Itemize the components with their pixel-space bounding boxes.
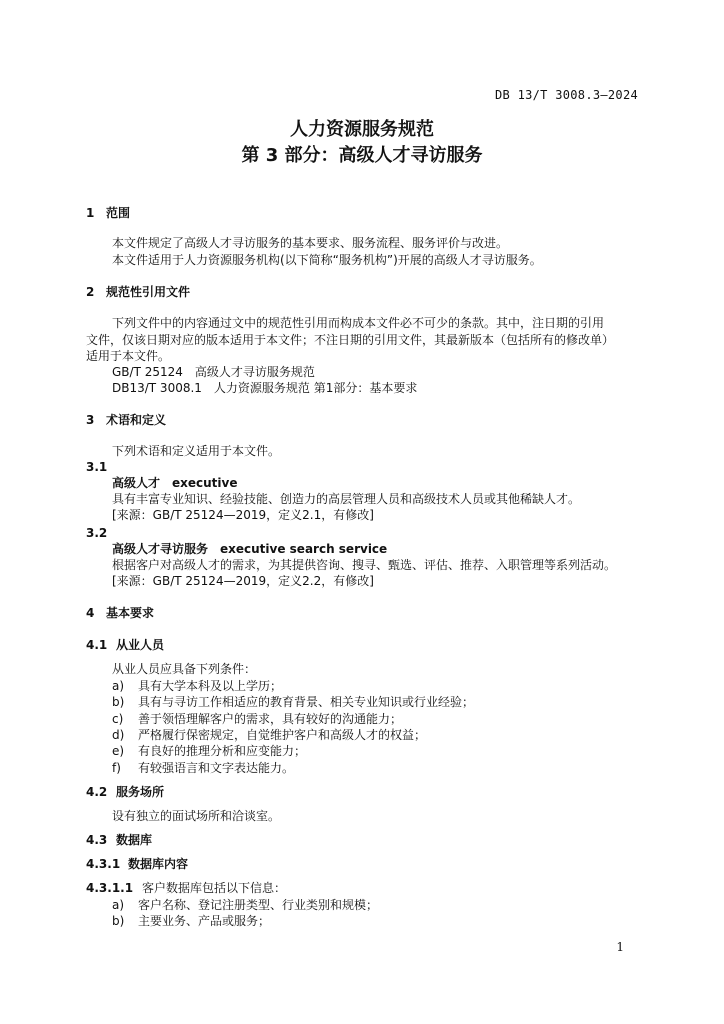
list-marker: b)	[112, 914, 125, 928]
list-item	[112, 678, 282, 694]
section-1-heading	[86, 205, 130, 221]
list-item	[112, 913, 270, 929]
list-marker: a)	[112, 679, 125, 693]
section-number: 4	[86, 606, 95, 620]
paragraph: 适用于本文件。	[86, 349, 171, 363]
list-text: 有较强语言和文字表达能力。	[138, 761, 295, 775]
list-marker: d)	[112, 728, 125, 742]
term-definition: 具有丰富专业知识、经验技能、创造力的高层管理人员和高级技术人员或其他稀缺人才。	[112, 492, 581, 506]
reference-item: DB13/T 3008.1 人力资源服务规范 第1部分：基本要求	[112, 381, 418, 395]
list-marker: e)	[112, 744, 125, 758]
section-number: 1	[86, 206, 95, 220]
section-title: 服务场所	[116, 785, 165, 799]
section-number: 4.3	[86, 833, 108, 847]
term-source: [来源：GB/T 25124—2019，定义2.1，有修改]	[112, 508, 374, 522]
section-title: 术语和定义	[106, 413, 167, 427]
subsection-4-3-1-heading	[86, 856, 188, 872]
list-text: 主要业务、产品或服务；	[138, 914, 271, 928]
term-number: 3.2	[86, 526, 108, 540]
list-item	[112, 727, 426, 743]
list-item	[112, 711, 402, 727]
paragraph: 本文件适用于人力资源服务机构(以下简称“服务机构”)开展的高级人才寻访服务。	[112, 253, 542, 267]
document-subtitle: 第 3 部分：高级人才寻访服务	[241, 145, 483, 166]
document-title: 人力资源服务规范	[290, 119, 434, 140]
section-4-heading	[86, 605, 154, 621]
term-source: [来源：GB/T 25124—2019，定义2.2，有修改]	[112, 574, 374, 588]
section-2-heading	[86, 284, 190, 300]
paragraph: 从业人员应具备下列条件：	[112, 662, 257, 676]
section-number: 4.1	[86, 638, 108, 652]
section-title: 范围	[106, 206, 131, 220]
term-number: 3.1	[86, 460, 108, 474]
paragraph: 下列术语和定义适用于本文件。	[112, 444, 281, 458]
list-item	[112, 743, 306, 759]
section-title: 从业人员	[116, 638, 165, 652]
list-text: 具有大学本科及以上学历；	[138, 679, 283, 693]
section-number: 3	[86, 413, 95, 427]
section-title: 数据库内容	[128, 857, 189, 871]
list-item	[112, 897, 378, 913]
section-number: 4.2	[86, 785, 108, 799]
list-marker: a)	[112, 898, 125, 912]
section-3-heading	[86, 412, 166, 428]
list-text: 客户名称、登记注册类型、行业类别和规模；	[138, 898, 379, 912]
section-title: 规范性引用文件	[106, 285, 191, 299]
term: 高级人才 executive	[112, 476, 238, 490]
list-marker: c)	[112, 712, 124, 726]
paragraph: 设有独立的面试场所和洽谈室。	[112, 809, 281, 823]
list-text: 具有与寻访工作相适应的教育背景、相关专业知识或行业经验；	[138, 695, 475, 709]
paragraph: 文件，仅该日期对应的版本适用于本文件；不注日期的引用文件，其最新版本（包括所有的修改单）	[86, 333, 615, 347]
list-item	[112, 760, 294, 776]
reference-item: GB/T 25124 高级人才寻访服务规范	[112, 365, 315, 379]
subsection-4-1-heading	[86, 637, 164, 653]
paragraph: 本文件规定了高级人才寻访服务的基本要求、服务流程、服务评价与改进。	[112, 236, 509, 250]
term: 高级人才寻访服务 executive search service	[112, 542, 388, 556]
list-text: 严格履行保密规定，自觉维护客户和高级人才的权益；	[138, 728, 427, 742]
clause	[86, 880, 286, 896]
section-title: 基本要求	[106, 606, 155, 620]
section-title: 数据库	[116, 833, 153, 847]
clause-number: 4.3.1.1	[86, 881, 134, 895]
section-number: 2	[86, 285, 95, 299]
subsection-4-2-heading	[86, 784, 164, 800]
list-item	[112, 694, 474, 710]
subsection-4-3-heading	[86, 832, 152, 848]
section-number: 4.3.1	[86, 857, 121, 871]
term-definition: 根据客户对高级人才的需求，为其提供咨询、搜寻、甄选、评估、推荐、入职管理等系列活动。	[112, 558, 617, 572]
list-text: 有良好的推理分析和应变能力；	[138, 744, 307, 758]
list-marker: f)	[112, 761, 121, 775]
clause-text: 客户数据库包括以下信息：	[142, 881, 287, 895]
paragraph: 下列文件中的内容通过文中的规范性引用而构成本文件必不可少的条款。其中，注日期的引用	[112, 316, 605, 330]
document-code: DB 13/T 3008.3—2024	[495, 88, 638, 102]
page-number: 1	[616, 940, 624, 954]
list-text: 善于领悟理解客户的需求，具有较好的沟通能力；	[138, 712, 403, 726]
list-marker: b)	[112, 695, 125, 709]
